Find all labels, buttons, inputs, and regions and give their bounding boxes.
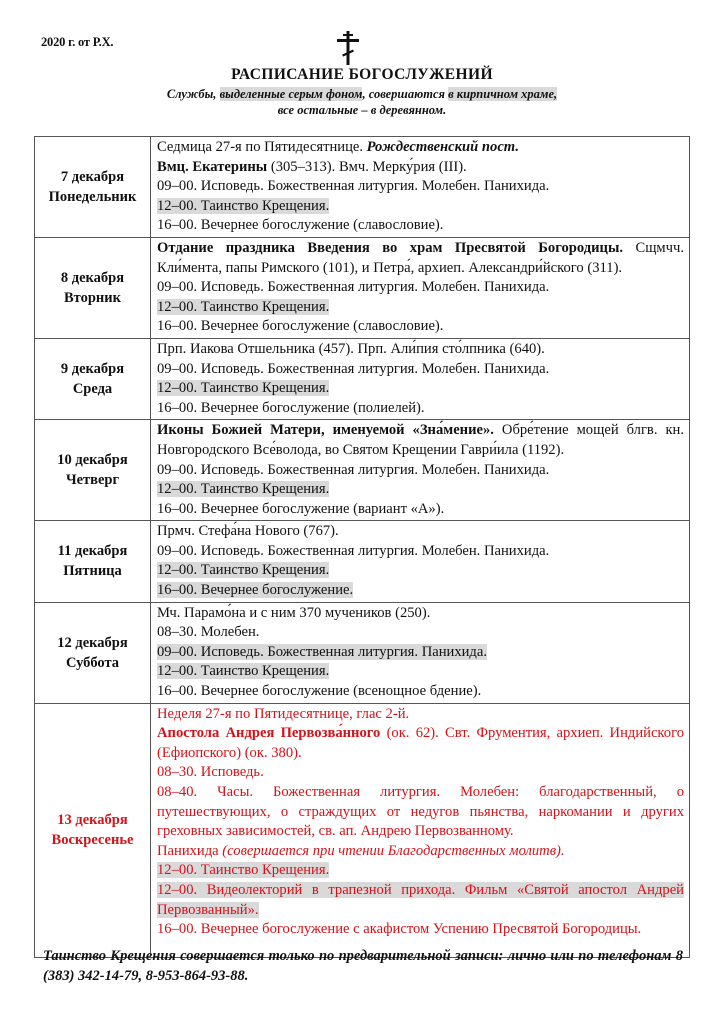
service-line: 16–00. Вечернее богослужение (вариант «А»). (157, 500, 445, 517)
services-cell (151, 137, 690, 238)
table-row (35, 602, 690, 703)
service-line: 08–30. Исповедь. (157, 764, 264, 781)
weekday: Среда (72, 381, 113, 398)
feast-name: Отдание праздника Введения во храм Пресвятой Богородицы. (157, 239, 623, 256)
date: 13 декабря (57, 812, 128, 829)
service-highlighted: 12–00. Таинство Крещения. (157, 481, 330, 498)
service-line (157, 197, 684, 217)
table-row (35, 338, 690, 419)
service-line: Мч. Парамо́на и с ним 370 мучеников (250). (157, 604, 431, 621)
service-line (157, 724, 684, 763)
date-cell (35, 237, 151, 338)
service-line (157, 643, 684, 663)
service-line: 09–00. Исповедь. Божественная литургия. Молебен. Панихида. (157, 279, 550, 296)
services-cell (151, 237, 690, 338)
service-highlighted: 12–00. Таинство Крещения. (157, 862, 330, 879)
fast-label: Рождественский пост. (366, 139, 519, 155)
service-highlighted: 12–00. Таинство Крещения. (157, 380, 330, 397)
service-line: 09–00. Исповедь. Божественная литургия. Молебен. Панихида. (157, 360, 550, 377)
subtitle-text: Службы, (166, 87, 220, 101)
service-line: 09–00. Исповедь. Божественная литургия. Молебен. Панихида. (157, 542, 550, 559)
weekday: Четверг (65, 472, 120, 489)
feast-name: Апостола Андрея Первозва́нного (157, 725, 381, 742)
saint-details: (ок. 62). Свт. Фрументия, архиеп. Индийского (Ефиопского) (ок. 380). (157, 725, 684, 761)
service-highlighted: 12–00. Таинство Крещения. (157, 197, 330, 214)
service-line: 16–00. Вечернее богослужение (славословие). (157, 217, 444, 234)
service-line (157, 881, 684, 920)
service-line (157, 842, 684, 862)
service-line: 16–00. Вечернее богослужение (полиелей). (157, 399, 425, 416)
services-cell (151, 703, 690, 957)
saint-details: Сщмчч. Кли́мента, папы Римского (101), и Петра́, архиеп. Александри́йского (311). (157, 239, 684, 276)
service-highlighted: 16–00. Вечернее богослужение. (157, 582, 354, 599)
table-row (35, 137, 690, 238)
weekday: Воскресенье (51, 832, 134, 849)
date-cell (35, 137, 151, 238)
service-highlighted: 12–00. Таинство Крещения. (157, 562, 330, 579)
date-cell (35, 602, 151, 703)
date-cell (35, 703, 151, 957)
service-highlighted: 12–00. Таинство Крещения. (157, 298, 330, 315)
service-line: 16–00. Вечернее богослужение с акафистом Успению Пресвятой Богородицы. (157, 921, 642, 938)
date-cell (35, 420, 151, 521)
weekday: Пятница (63, 563, 122, 580)
service-line (157, 561, 684, 581)
subtitle-line2: все остальные – в деревянном. (277, 103, 447, 117)
service-line (157, 239, 684, 278)
services-cell (151, 338, 690, 419)
service-line (157, 662, 684, 682)
service-line: 09–00. Исповедь. Божественная литургия. Молебен. Панихида. (157, 178, 550, 195)
service-line: 16–00. Вечернее богослужение (всенощное бдение). (157, 683, 482, 700)
service-line (157, 298, 684, 318)
subtitle-highlight: выделенные серым фоном (219, 87, 363, 101)
page-subtitle (0, 86, 724, 118)
weekday: Понедельник (48, 188, 137, 205)
service-line: 16–00. Вечернее богослужение (славословие). (157, 318, 444, 335)
date-cell (35, 338, 151, 419)
subtitle-highlight: в кирпичном храме, (448, 87, 558, 101)
week-label: Седмица 27-я по Пятидесятнице. (157, 139, 367, 155)
date: 12 декабря (57, 634, 128, 651)
date: 7 декабря (60, 168, 125, 185)
service-line: 08–30. Молебен. (157, 624, 260, 641)
service-line (157, 861, 684, 881)
service-line (157, 421, 684, 460)
service-line: Неделя 27-я по Пятидесятнице, глас 2-й. (157, 705, 410, 722)
table-row (35, 420, 690, 521)
date-cell (35, 521, 151, 602)
service-highlighted: 09–00. Исповедь. Божественная литургия. Панихида. (157, 643, 487, 660)
services-cell (151, 420, 690, 521)
service-note: (совершается при чтении Благодарственных молитв). (222, 842, 565, 859)
service-text: Панихида (157, 842, 223, 859)
orthodox-cross-icon (336, 31, 360, 65)
table-row (35, 237, 690, 338)
footer-note: Таинство Крещения совершается только по предварительной записи: лично или по телефонам 8 (383) 342-14-79, 8-953-864-93-88. (43, 948, 683, 984)
service-line: 08–40. Часы. Божественная литургия. Молебен: благодарственный, о путешествующих, о страждущих от недугов пьянства, наркомании и других греховных зависимостей, св. ап. Андрею Первозванному. (157, 784, 684, 840)
table-row (35, 703, 690, 957)
year-label: 2020 г. от Р.Х. (41, 35, 114, 49)
service-highlighted: 12–00. Видеолекторий в трапезной прихода. Фильм «Святой апостол Андрей Первозванный». (157, 881, 684, 918)
feast-name: Иконы Божией Матери, именуемой «Зна́мение». (157, 422, 494, 439)
service-line: Прмч. Стефа́на Нового (767). (157, 523, 339, 540)
services-cell (151, 602, 690, 703)
saint-details: Обре́тение мощей блгв. кн. Новгородского Все́волода, во Святом Крещении Гаври́ила (1192). (157, 422, 684, 458)
service-line (157, 138, 684, 158)
date: 9 декабря (60, 361, 125, 378)
page-title: РАСПИСАНИЕ БОГОСЛУЖЕНИЙ (231, 66, 493, 83)
weekday: Вторник (64, 289, 121, 306)
saint-name: Вмц. Екатерины (157, 158, 268, 175)
table-row (35, 521, 690, 602)
subtitle-text: , совершаются (362, 87, 449, 101)
services-cell (151, 521, 690, 602)
service-highlighted: 12–00. Таинство Крещения. (157, 663, 330, 680)
schedule-table (34, 136, 690, 958)
service-line (157, 158, 684, 178)
service-line (157, 480, 684, 500)
date: 8 декабря (60, 269, 125, 286)
date: 10 декабря (57, 452, 128, 469)
service-line (157, 581, 684, 601)
service-line: 09–00. Исповедь. Божественная литургия. Молебен. Панихида. (157, 461, 550, 478)
service-line: Прп. Иакова Отшельника (457). Прп. Али́пия сто́лпника (640). (157, 340, 545, 357)
saint-details: (305–313). Вмч. Мерку́рия (III). (267, 158, 467, 175)
date: 11 декабря (57, 543, 128, 560)
weekday: Суббота (65, 654, 120, 671)
service-line (157, 379, 684, 399)
